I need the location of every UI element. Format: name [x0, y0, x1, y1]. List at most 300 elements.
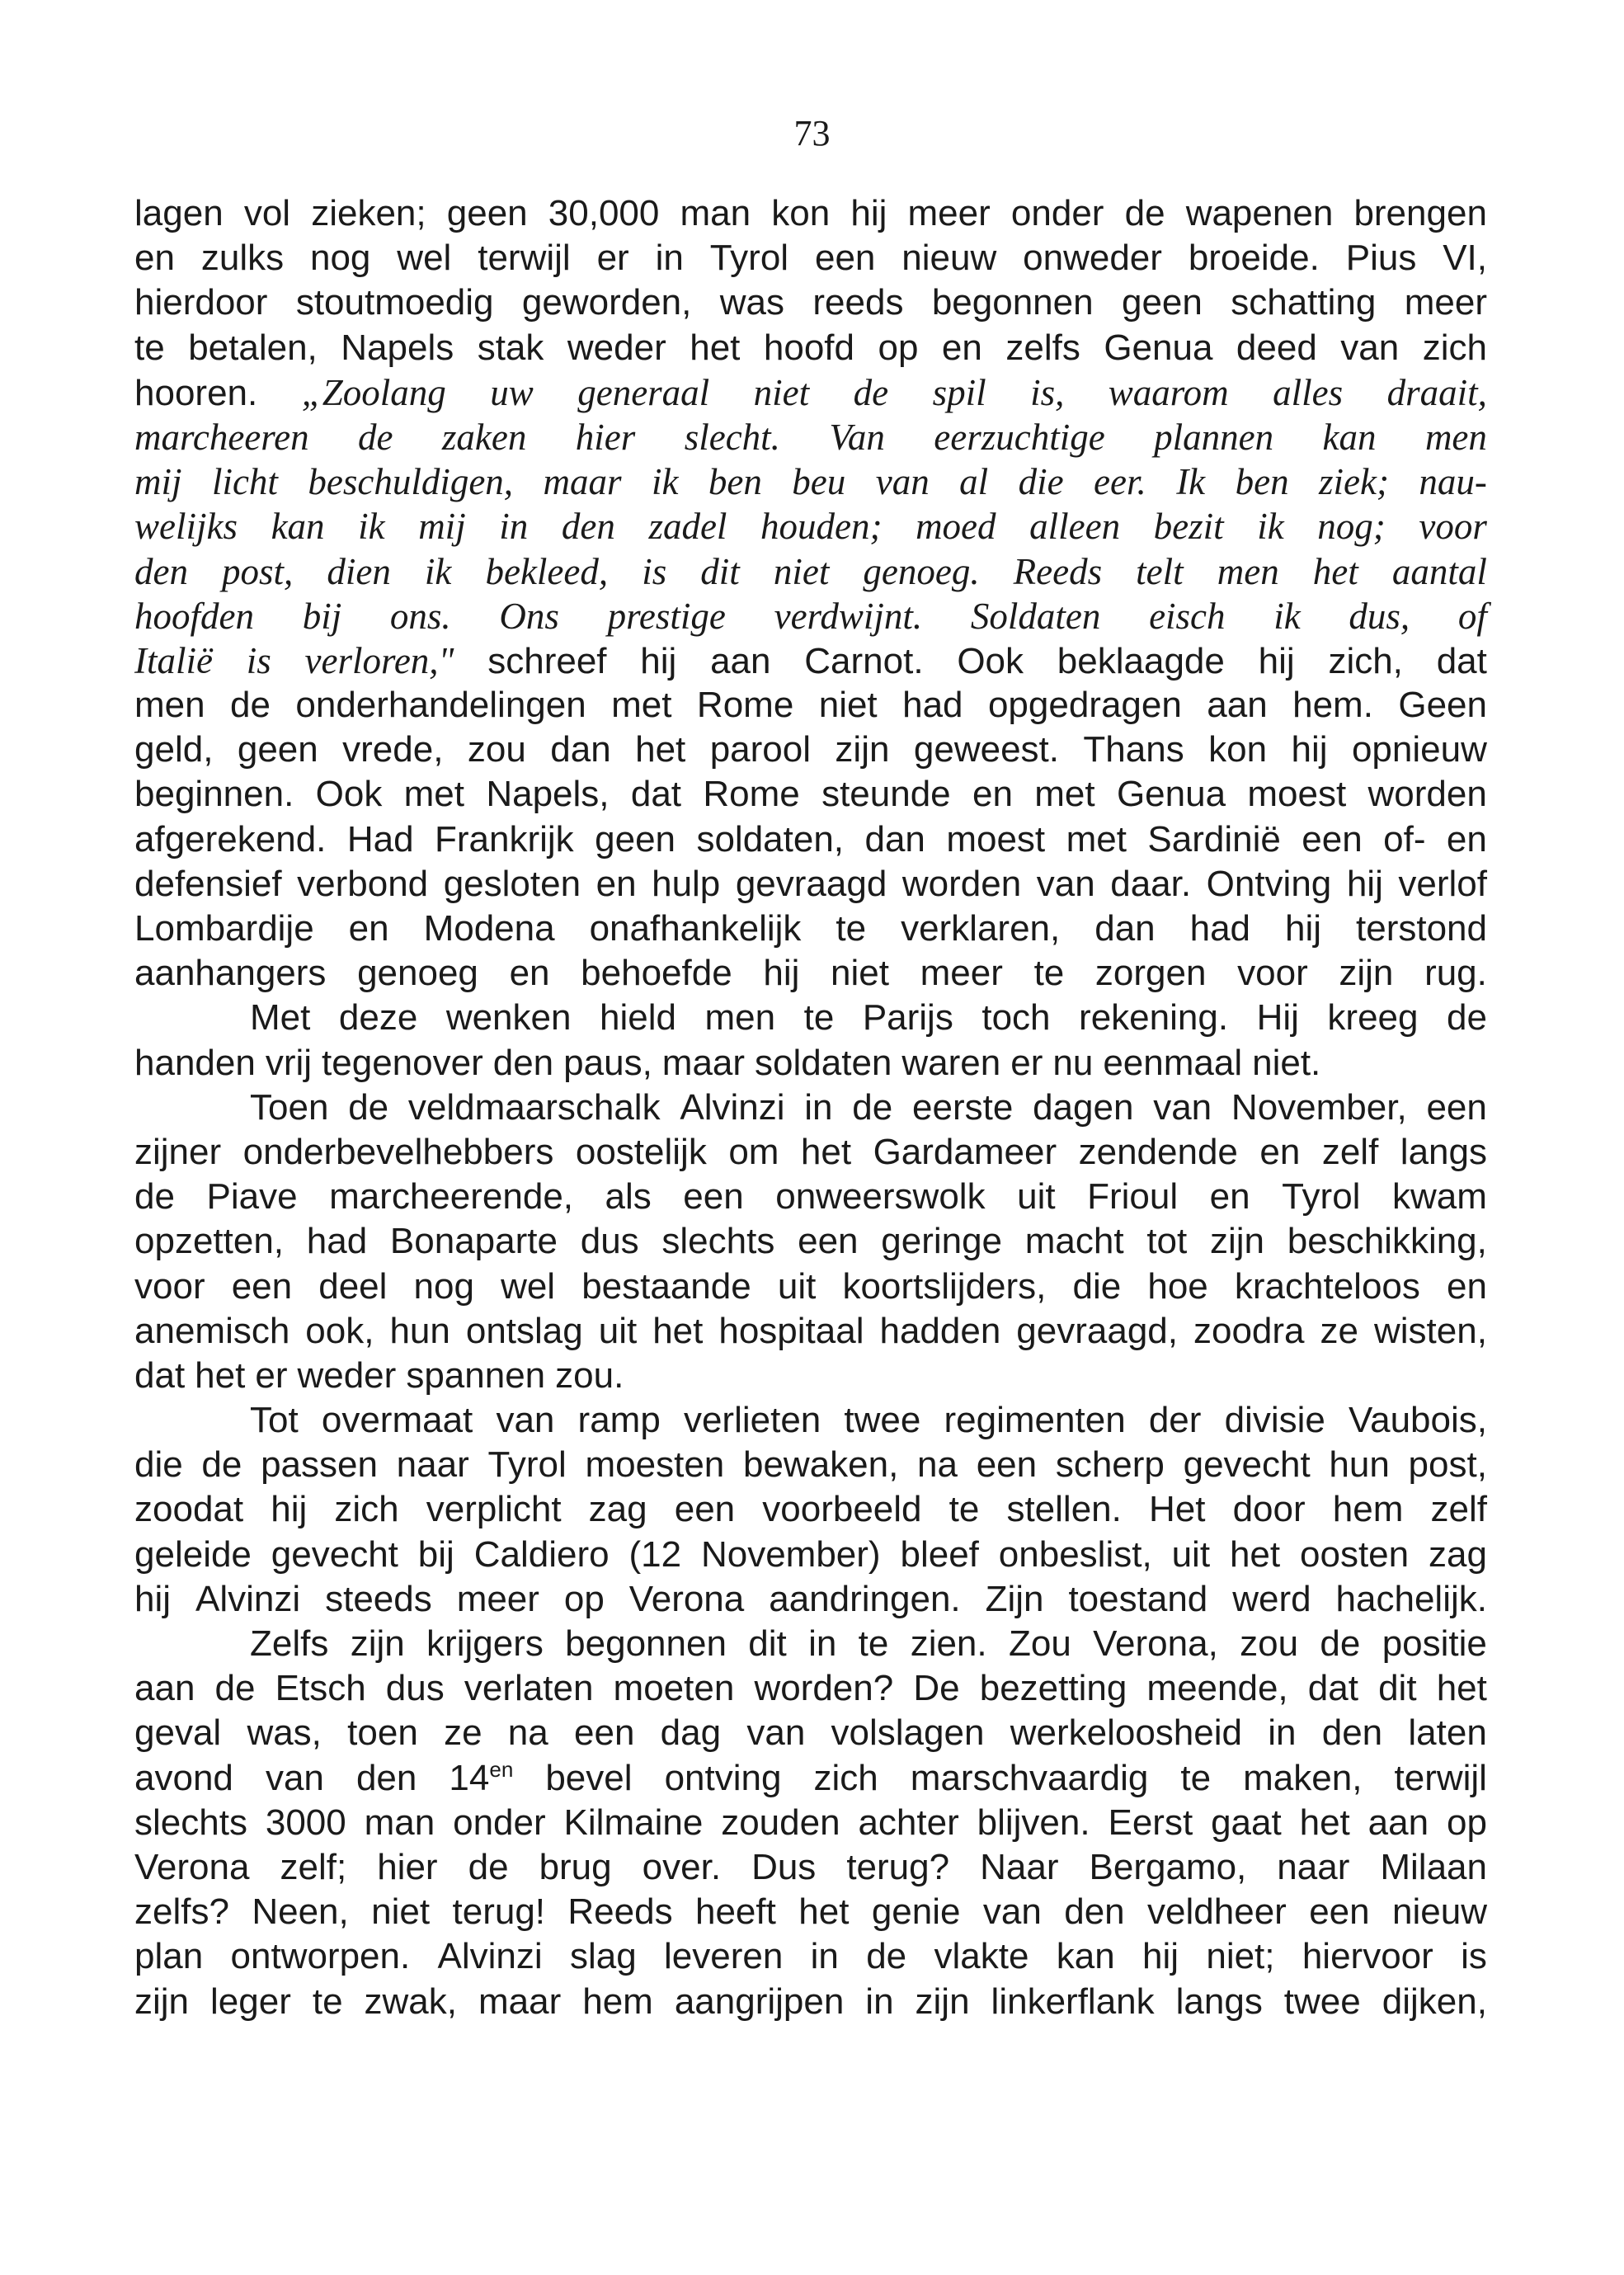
word: dan [1094, 908, 1156, 949]
word: mij [418, 506, 466, 548]
word: een [574, 1712, 635, 1754]
word: lagen [134, 193, 224, 233]
word: en [134, 238, 175, 279]
text-line [134, 594, 1487, 638]
word: Napels, [486, 774, 610, 815]
word: hooren. [134, 372, 258, 413]
word: te [312, 1981, 343, 2022]
text-line [134, 1980, 1487, 2024]
word: telt [1136, 550, 1184, 592]
text-line [134, 191, 1487, 236]
word: werd [1232, 1578, 1311, 1619]
word: zijn [1209, 1221, 1265, 1262]
word: zaken [441, 416, 527, 458]
word: de [1447, 997, 1487, 1039]
word: hoofden [134, 595, 254, 637]
word: hij [1142, 1936, 1179, 1977]
word: vrede, [342, 729, 444, 770]
word: een [814, 238, 876, 279]
word: men [1424, 416, 1487, 458]
word: langs [1175, 1981, 1263, 2022]
word: slecht. [684, 416, 780, 458]
word: Rome [703, 774, 800, 815]
word: Ook [957, 640, 1024, 681]
word: steeds [325, 1578, 432, 1619]
word: Verona, [1093, 1623, 1218, 1664]
word: hier [575, 416, 636, 458]
word: dus, [1349, 595, 1410, 637]
word: tegenover [322, 1042, 483, 1083]
word: Soldaten [970, 595, 1101, 637]
word: $14^{en}$ [449, 1756, 514, 1798]
word: over. [642, 1846, 722, 1887]
word: hoe [1147, 1265, 1208, 1307]
word: VI, [1443, 238, 1487, 279]
text-line [134, 1398, 1487, 1443]
word: zou [1240, 1623, 1299, 1664]
word: de [214, 1668, 256, 1709]
word: de [853, 371, 889, 413]
word: nieuw [1392, 1891, 1487, 1933]
word: 30,000 [548, 193, 660, 233]
word: meer [920, 953, 1003, 994]
word: Parijs [862, 997, 953, 1039]
word: ben [1235, 461, 1289, 503]
word: ik [651, 461, 679, 503]
word: zijn [835, 729, 890, 770]
word: niet [831, 953, 889, 994]
word: der [1148, 1400, 1202, 1441]
word: krijgers [426, 1623, 544, 1664]
word: zijn [134, 1981, 190, 2022]
word: in [499, 506, 529, 548]
word: hij [271, 1489, 308, 1530]
text-line [134, 817, 1487, 862]
word: hospitaal [718, 1310, 864, 1351]
word: geleide [134, 1533, 252, 1575]
text-line [134, 370, 1487, 415]
text-line [134, 280, 1487, 325]
word: zou [467, 729, 526, 770]
word: Vaubois, [1349, 1400, 1487, 1441]
text-line [134, 1890, 1487, 1934]
word: Bergamo, [1089, 1846, 1247, 1887]
word: het [1436, 1668, 1487, 1709]
word: stoutmoedig [295, 282, 494, 323]
word: hoofd [763, 327, 854, 368]
word: Alvinzi [195, 1578, 301, 1619]
word: maken, [1243, 1757, 1363, 1798]
word: met [403, 774, 465, 815]
word: deze [338, 997, 418, 1039]
word: regimenten [944, 1400, 1126, 1441]
word: kan [1322, 416, 1377, 458]
text-line [134, 1622, 1487, 1666]
word: hun [1329, 1444, 1390, 1486]
word: uit [598, 1310, 638, 1351]
word: worden [1367, 774, 1487, 815]
word: defensief [134, 863, 282, 904]
word: stellen. [1006, 1489, 1122, 1530]
word: zijner [134, 1131, 222, 1172]
word: Frioul [1087, 1176, 1179, 1218]
word: de [468, 1846, 509, 1887]
word: had [306, 1221, 368, 1262]
word: hem [582, 1981, 653, 2022]
word: bij [302, 595, 342, 637]
word: afgerekend. [134, 818, 327, 860]
word: aan [134, 1668, 195, 1709]
word: onder [1010, 193, 1104, 233]
word: in [808, 1623, 837, 1664]
word: onweerswolk [775, 1176, 986, 1218]
text-line [134, 236, 1487, 280]
word: van [265, 1757, 324, 1798]
word: moest [946, 818, 1046, 860]
word: dit [748, 1623, 787, 1664]
word: na [507, 1712, 548, 1754]
word: November) [700, 1533, 881, 1575]
word: Het [1148, 1489, 1206, 1530]
word: ze [1320, 1310, 1358, 1351]
word: en [1259, 1131, 1301, 1172]
word: leger [210, 1981, 291, 2022]
word: ik [424, 550, 452, 592]
word: niet [371, 1891, 431, 1933]
word: steunde [821, 774, 951, 815]
word: koortslijders, [842, 1265, 1047, 1307]
word: terwijl [1394, 1757, 1487, 1798]
word: te [1033, 953, 1065, 994]
word: met [611, 685, 672, 726]
word: blijven. [977, 1802, 1090, 1843]
word: Van [829, 416, 885, 458]
word: dat [134, 1354, 186, 1396]
word: heeft [694, 1891, 776, 1933]
word: divisie [1224, 1400, 1325, 1441]
word: soldaten, [696, 818, 845, 860]
text-line [134, 1711, 1487, 1755]
word: zou. [555, 1354, 624, 1396]
word: rekening. [1079, 997, 1229, 1039]
word: Milaan [1380, 1846, 1487, 1887]
word: ik [1273, 595, 1301, 637]
word: brug [539, 1846, 612, 1887]
word: verlieten [683, 1400, 821, 1441]
word: avond [134, 1757, 233, 1798]
word: zich, [1328, 640, 1403, 681]
word: niet [818, 685, 878, 726]
word: moest [1247, 774, 1347, 815]
word: oosten [1300, 1533, 1410, 1575]
word: hun [389, 1310, 450, 1351]
word: zadel [648, 506, 727, 548]
word: een [231, 1265, 293, 1307]
word: voor [134, 1265, 205, 1307]
word: macht [1024, 1221, 1124, 1262]
word: den [134, 550, 188, 592]
word: verklaren, [901, 908, 1061, 949]
body-text [134, 191, 1487, 2024]
word: November, [1231, 1086, 1407, 1128]
word: had [902, 685, 963, 726]
word: post, [222, 550, 294, 592]
word: zelf [1430, 1489, 1487, 1530]
word: onderbevelhebbers [242, 1131, 554, 1172]
word: kon [1208, 729, 1268, 770]
text-line [134, 1175, 1487, 1219]
word: gevecht [271, 1533, 398, 1575]
word: veldheer [1147, 1891, 1287, 1933]
word: anemisch [134, 1310, 290, 1351]
word: waren [901, 1042, 1001, 1083]
word: Reeds [1013, 550, 1103, 592]
word: De [913, 1668, 960, 1709]
word: van [1340, 327, 1400, 368]
word: zendende [1078, 1131, 1238, 1172]
word: toch [981, 997, 1051, 1039]
word: hadden [879, 1310, 1001, 1351]
word: Tot [250, 1400, 299, 1441]
superscript: en [489, 1756, 514, 1782]
word: die [1018, 461, 1064, 503]
word: rug. [1424, 953, 1487, 994]
word: dit [700, 550, 740, 592]
word: met [1066, 818, 1127, 860]
word: opnieuw [1351, 729, 1487, 770]
word: het [1299, 1802, 1350, 1843]
word: wisten, [1373, 1310, 1487, 1351]
word: zijn [915, 1981, 970, 2022]
word: er [1010, 1042, 1043, 1083]
word: niet [773, 550, 830, 592]
word: was [719, 282, 784, 323]
word: het [1229, 1533, 1281, 1575]
word: zelfs [1005, 327, 1080, 368]
word: paus, [563, 1042, 652, 1083]
word: de [201, 1444, 242, 1486]
word: ik [1257, 506, 1284, 548]
text-line [134, 996, 1487, 1040]
word: de [852, 1086, 893, 1128]
text-line [134, 728, 1487, 772]
text-line [134, 1845, 1487, 1890]
text-line [134, 772, 1487, 817]
word: spannen [406, 1354, 546, 1396]
text-line [134, 1130, 1487, 1175]
word: er [596, 238, 629, 279]
text-line [134, 1309, 1487, 1354]
word: Eerst [1108, 1802, 1193, 1843]
text-line [134, 951, 1487, 996]
word: van [496, 1400, 555, 1441]
word: Had [346, 818, 414, 860]
word: Ontving [1206, 863, 1332, 904]
word: in [804, 1086, 833, 1128]
word: draait, [1386, 371, 1487, 413]
word: handen [134, 1042, 256, 1083]
word: vlakte [934, 1936, 1029, 1977]
word: is [1461, 1936, 1487, 1977]
word: te [134, 327, 165, 368]
word: Ons [499, 595, 559, 637]
word: verplicht [426, 1489, 562, 1530]
word: houden; [760, 506, 883, 548]
word: zelfs? [134, 1891, 229, 1933]
word: brengen [1353, 193, 1487, 233]
text-line [134, 638, 1487, 683]
word: Ik [1176, 461, 1206, 503]
word: van [746, 1712, 806, 1754]
word: genie [871, 1891, 961, 1933]
word: om [728, 1131, 779, 1172]
word: plan [134, 1936, 204, 1977]
word: worden [901, 863, 1022, 904]
text-line [134, 504, 1487, 549]
word: verlaten [464, 1668, 594, 1709]
word: Tyrol [487, 1444, 567, 1486]
word: maar [478, 1981, 562, 2022]
word: dit [1378, 1668, 1417, 1709]
word: Toen [250, 1086, 329, 1128]
word: hij [1291, 729, 1328, 770]
word: gesloten [443, 863, 581, 904]
word: een [1426, 1086, 1487, 1128]
word: niet; [1206, 1936, 1275, 1977]
word: man [364, 1802, 435, 1843]
word: generaal [577, 371, 710, 413]
word: op [878, 327, 919, 368]
word: Tyrol [1282, 1176, 1361, 1218]
text-line [134, 459, 1487, 504]
word: dat [1436, 640, 1487, 681]
word: mij [134, 461, 182, 503]
word: genoeg. [863, 550, 980, 592]
word: onder [453, 1802, 546, 1843]
word: zien. [910, 1623, 987, 1664]
word: Alvinzi [680, 1086, 785, 1128]
word: van [982, 1891, 1042, 1933]
word: men [134, 685, 205, 726]
word: parool [709, 729, 811, 770]
word: hij [1258, 640, 1295, 681]
word: waarom [1108, 371, 1229, 413]
word: nog [309, 238, 371, 279]
word: van [1036, 863, 1095, 904]
word: Modena [423, 908, 555, 949]
word: man [680, 193, 751, 233]
word: nau- [1419, 461, 1487, 503]
word: Pius [1345, 238, 1417, 279]
word: van [875, 461, 930, 503]
word: broeide. [1188, 238, 1320, 279]
word: maar [543, 461, 622, 503]
word: kan [271, 506, 325, 548]
word: kreeg [1327, 997, 1419, 1039]
word: daar. [1110, 863, 1192, 904]
word: slechts [661, 1221, 775, 1262]
word: bekleed, [485, 550, 609, 592]
word: de [358, 416, 393, 458]
word: plannen [1154, 416, 1274, 458]
word: hulp [652, 863, 721, 904]
word: weder [297, 1354, 397, 1396]
word: ontworpen. [230, 1936, 411, 1977]
word: Frankrijk [435, 818, 574, 860]
word: verdwijnt. [774, 595, 923, 637]
word: linkerflank [991, 1981, 1155, 2022]
word: door [1232, 1489, 1306, 1530]
word: kan [1056, 1936, 1115, 1977]
word: zelf; [280, 1846, 347, 1887]
word: positie [1382, 1623, 1487, 1664]
word: soldaten [755, 1042, 892, 1083]
word: ik [358, 506, 385, 548]
word: wenken [445, 997, 572, 1039]
word: beu [792, 461, 846, 503]
word: post, [1408, 1444, 1487, 1486]
word: zorgen [1094, 953, 1207, 994]
text-line [134, 415, 1487, 459]
word: hij [1346, 863, 1383, 904]
word: hield [600, 997, 676, 1039]
word: voor [1419, 506, 1487, 548]
word: zoodra [1193, 1310, 1305, 1351]
word: Piave [206, 1176, 298, 1218]
word: Zijn [985, 1578, 1044, 1619]
text-line [134, 1354, 1487, 1398]
word: wapenen [1185, 193, 1334, 233]
word: zieken; [311, 193, 426, 233]
word: voor [1237, 953, 1308, 994]
word: ze [444, 1712, 482, 1754]
word: en [972, 774, 1013, 815]
word: onbeslist, [998, 1533, 1152, 1575]
word: aan [710, 640, 771, 681]
word: een [798, 1221, 859, 1262]
word: is, [1030, 371, 1065, 413]
word: al [959, 461, 989, 503]
text-line [134, 1533, 1487, 1577]
word: werkeloosheid [1010, 1712, 1242, 1754]
word: licht [211, 461, 278, 503]
word: het [1312, 550, 1358, 592]
word: bewaken, [742, 1444, 899, 1486]
word: de [1124, 193, 1165, 233]
word: behoefde [581, 953, 732, 994]
word: dien [327, 550, 391, 592]
word: Zelfs [250, 1623, 329, 1664]
word: Zou [1008, 1623, 1071, 1664]
word: geen [237, 729, 318, 770]
word: marcheeren [134, 416, 309, 458]
word: in [810, 1936, 839, 1977]
word: uit [1171, 1533, 1211, 1575]
text-line [134, 862, 1487, 907]
word: uw [490, 371, 534, 413]
word: dagen [1033, 1086, 1134, 1128]
word: uit [1017, 1176, 1056, 1218]
word: en [1209, 1176, 1250, 1218]
word: in [655, 238, 684, 279]
word: het [635, 729, 686, 770]
word: aantal [1391, 550, 1487, 592]
word: dijken, [1382, 1981, 1487, 2022]
word: meer [1404, 282, 1487, 323]
word: zich [813, 1757, 878, 1798]
word: Carnot. [804, 640, 924, 681]
word: een [683, 1176, 744, 1218]
